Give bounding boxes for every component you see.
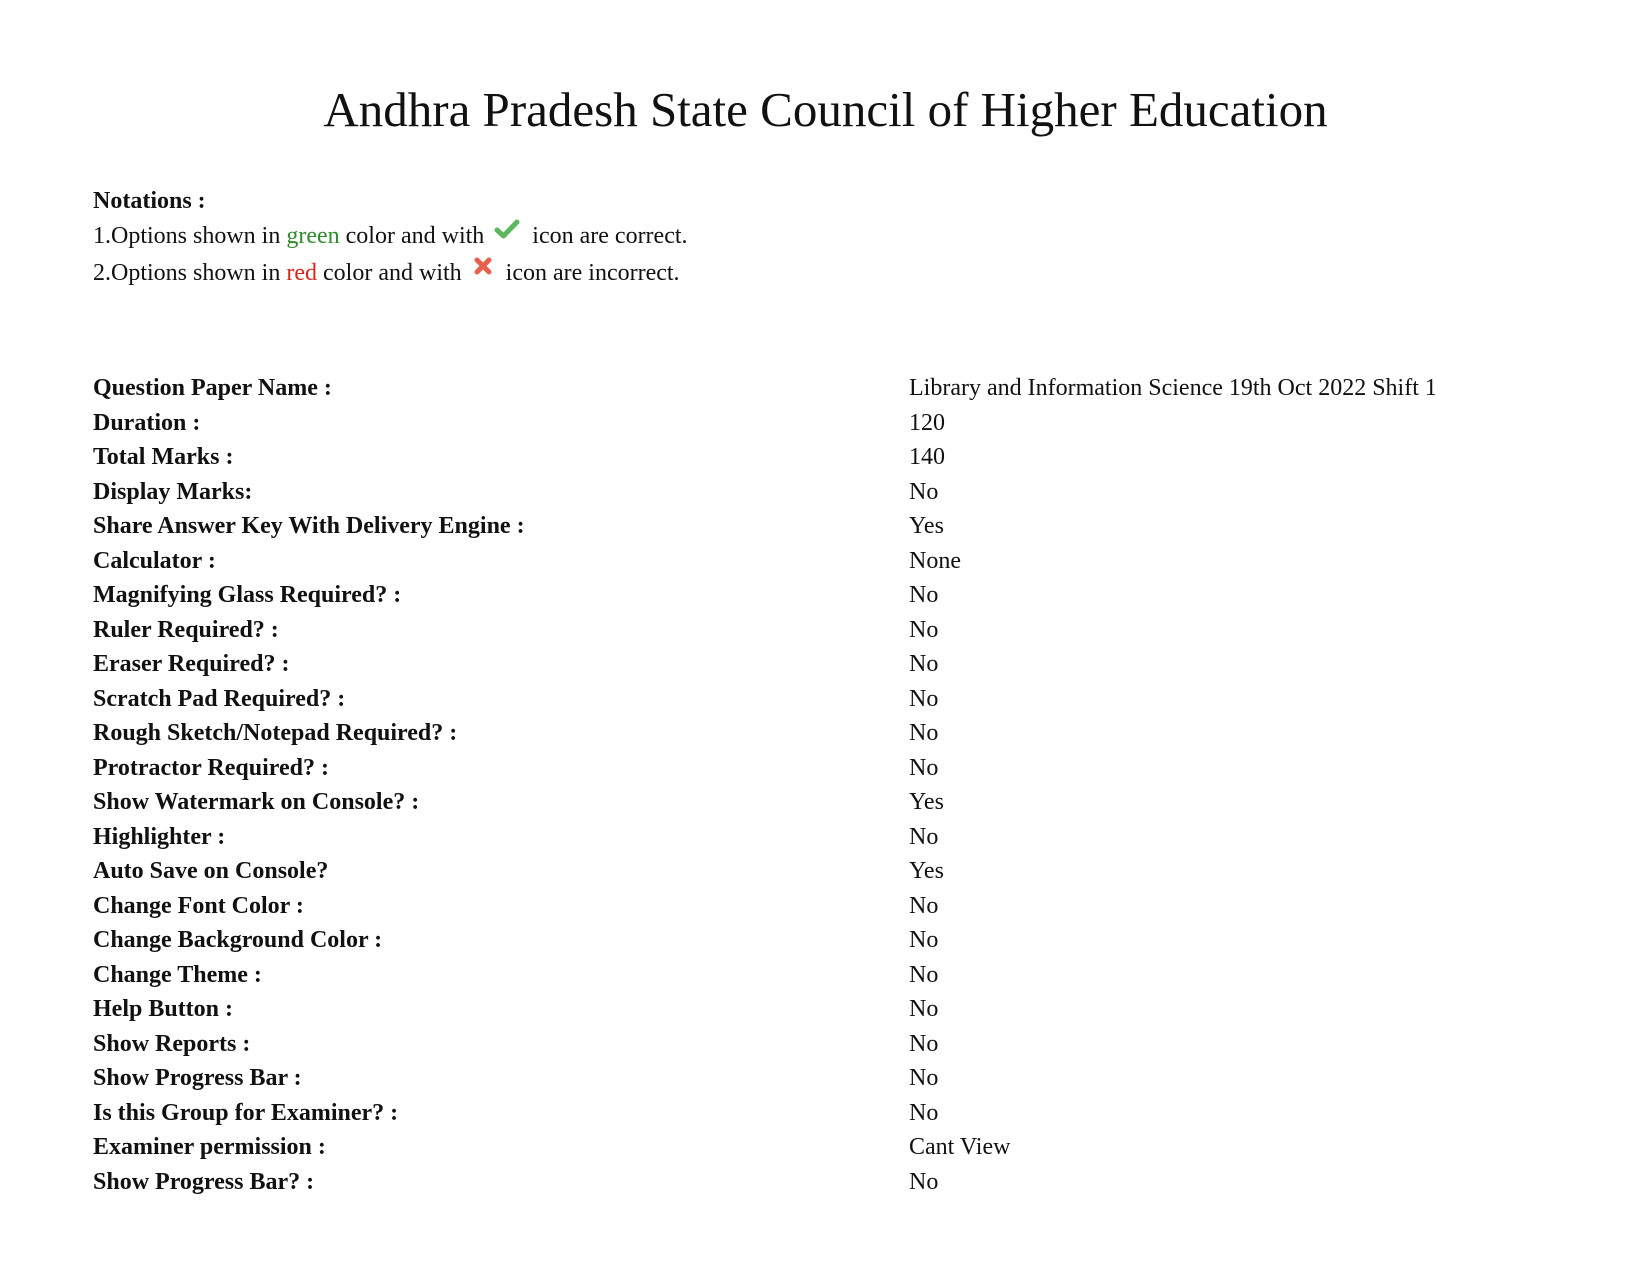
detail-row: [93, 682, 1573, 717]
notation-suffix: icon are correct.: [526, 223, 688, 249]
detail-label: Show Progress Bar :: [93, 1065, 302, 1091]
detail-value: None: [909, 547, 961, 574]
detail-label: Change Theme :: [93, 961, 262, 988]
detail-label: Show Watermark on Console? :: [93, 789, 420, 815]
detail-row: [93, 854, 1573, 889]
detail-row: [93, 647, 1573, 682]
detail-row: [93, 509, 1573, 544]
detail-label: Share Answer Key With Delivery Engine :: [93, 513, 525, 539]
detail-row: [93, 1130, 1573, 1165]
detail-row: [93, 613, 1573, 648]
detail-row: [93, 992, 1573, 1027]
notation-color-word-red: red: [286, 260, 318, 286]
detail-value: Library and Information Science 19th Oct 2022 Shift 1: [909, 375, 1437, 401]
detail-value: Yes: [909, 513, 944, 539]
detail-row: [93, 751, 1573, 786]
detail-label: Magnifying Glass Required? :: [93, 582, 402, 608]
notation-correct: [93, 218, 993, 255]
page-title: Andhra Pradesh State Council of Higher Education: [323, 82, 1328, 137]
check-icon: [494, 218, 520, 242]
detail-value: 140: [909, 444, 945, 470]
detail-value: No: [909, 720, 939, 746]
detail-row: [93, 820, 1573, 855]
notation-suffix: icon are incorrect.: [499, 260, 680, 286]
detail-row: [93, 1096, 1573, 1131]
detail-label: Is this Group for Examiner? :: [93, 1099, 399, 1126]
detail-label: Change Background Color :: [93, 927, 383, 953]
detail-value: No: [909, 616, 939, 643]
detail-label: Protractor Required? :: [93, 754, 329, 781]
notation-color-word-green: green: [286, 223, 340, 249]
detail-row: [93, 1165, 1573, 1200]
detail-label: Calculator :: [93, 547, 216, 574]
notations-section: [93, 184, 993, 292]
detail-label: Auto Save on Console?: [93, 858, 329, 884]
detail-row: [93, 889, 1573, 924]
notation-middle: color and with: [317, 260, 468, 286]
detail-value: No: [909, 754, 939, 781]
detail-label: Scratch Pad Required? :: [93, 685, 346, 712]
detail-row: [93, 406, 1573, 441]
detail-label: Show Reports :: [93, 1030, 251, 1057]
detail-row: [93, 475, 1573, 510]
detail-value: No: [909, 996, 939, 1022]
detail-value: No: [909, 892, 939, 919]
notation-prefix: 1.Options shown in: [93, 223, 287, 249]
notation-middle: color and with: [339, 223, 491, 249]
detail-label: Help Button :: [93, 996, 234, 1022]
detail-label: Examiner permission :: [93, 1134, 326, 1160]
detail-value: No: [909, 927, 939, 953]
detail-row: [93, 785, 1573, 820]
detail-value: No: [909, 1168, 939, 1195]
detail-value: 120: [909, 409, 945, 436]
detail-row: [93, 578, 1573, 613]
detail-value: Yes: [909, 858, 944, 884]
detail-row: [93, 716, 1573, 751]
detail-label: Total Marks :: [93, 444, 234, 470]
detail-value: Cant View: [909, 1134, 1011, 1160]
detail-label: Rough Sketch/Notepad Required? :: [93, 720, 458, 746]
detail-value: No: [909, 961, 939, 988]
detail-row: [93, 544, 1573, 579]
detail-label: Display Marks:: [93, 478, 253, 505]
detail-row: [93, 440, 1573, 475]
detail-value: No: [909, 582, 939, 608]
detail-value: No: [909, 1065, 939, 1091]
detail-value: Yes: [909, 789, 944, 815]
detail-label: Show Progress Bar? :: [93, 1168, 315, 1195]
detail-value: No: [909, 1099, 939, 1126]
detail-row: [93, 923, 1573, 958]
detail-label: Highlighter :: [93, 823, 226, 850]
detail-value: No: [909, 685, 939, 712]
notation-prefix: 2.Options shown in: [93, 260, 287, 286]
detail-row: [93, 1027, 1573, 1062]
question-paper-details: [93, 371, 1573, 1199]
detail-label: Eraser Required? :: [93, 651, 290, 677]
notation-incorrect: [93, 255, 993, 292]
detail-row: [93, 1061, 1573, 1096]
detail-row: [93, 958, 1573, 993]
detail-value: No: [909, 823, 939, 850]
detail-row: [93, 371, 1573, 406]
cross-icon: [472, 255, 494, 277]
notations-heading: Notations :: [93, 188, 206, 214]
detail-label: Ruler Required? :: [93, 616, 279, 643]
detail-value: No: [909, 651, 939, 677]
detail-label: Question Paper Name :: [93, 375, 332, 401]
detail-label: Change Font Color :: [93, 892, 304, 919]
detail-value: No: [909, 1030, 939, 1057]
detail-value: No: [909, 478, 939, 505]
detail-label: Duration :: [93, 409, 201, 436]
